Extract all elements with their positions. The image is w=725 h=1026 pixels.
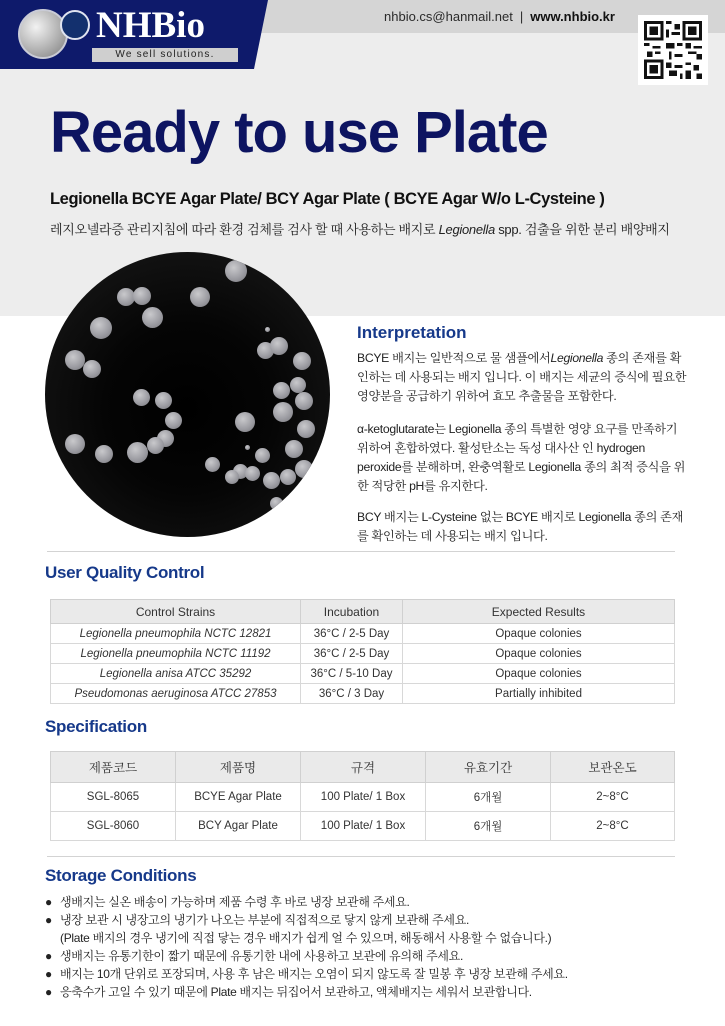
storage-temp-cell: 2~8°C [551, 812, 675, 841]
list-item: ● 응축수가 고일 수 있기 때문에 Plate 배지는 뒤집어서 보관하고, 액체배지는 세워서 보관합니다. [45, 985, 532, 999]
interpretation-heading: Interpretation [357, 323, 467, 342]
interpretation-paragraph-3: BCY 배지는 L-Cysteine 없는 BCYE 배지로 Legionella 종의 존재를 확인하는 데 사용되는 배지 입니다. [357, 510, 684, 543]
product-subtitle: Legionella BCYE Agar Plate/ BCY Agar Plate ( BCYE Agar W/o L-Cysteine ) [50, 190, 605, 208]
email-link[interactable]: nhbio.cs@hanmail.net [384, 9, 513, 24]
storage-list [45, 893, 568, 1001]
product-name-cell: BCYE Agar Plate [176, 783, 301, 812]
size-cell: 100 Plate/ 1 Box [301, 783, 426, 812]
column-header: Expected Results [403, 600, 675, 624]
table-row [51, 684, 675, 704]
divider [47, 551, 675, 552]
page-title: Ready to use Plate [50, 100, 548, 165]
list-item: ● 냉장 보관 시 냉장고의 냉기가 나오는 부분에 직접적으로 닿지 않게 보관해 주세요. [45, 913, 470, 927]
bullet-icon: ● [45, 895, 52, 909]
logo-sphere-icon [18, 9, 68, 59]
product-name-cell: BCY Agar Plate [176, 812, 301, 841]
specification-heading: Specification [45, 717, 147, 736]
specification-table [50, 751, 675, 841]
quality-control-heading: User Quality Control [45, 563, 205, 582]
list-item-continuation: (Plate 배지의 경우 냉기에 직접 닿는 경우 배지가 쉽게 얼 수 있으며, 해동해서 사용할 수 없습니다.) [60, 931, 552, 945]
bullet-icon: ● [45, 913, 52, 927]
logo-text: NHBio [96, 5, 205, 46]
incubation-cell: 36°C / 2-5 Day [301, 644, 403, 664]
table-row [51, 624, 675, 644]
list-item: ● 배지는 10개 단위로 포장되며, 사용 후 남은 배지는 오염이 되지 않도록 잘 밀봉 후 냉장 보관해 주세요. [45, 967, 568, 981]
result-cell: Opaque colonies [403, 664, 675, 684]
result-cell: Opaque colonies [403, 644, 675, 664]
table-row [51, 783, 675, 812]
list-item: ● 생배지는 유통기한이 짧기 때문에 유통기한 내에 사용하고 보관에 유의해 주세요. [45, 949, 463, 963]
storage-heading: Storage Conditions [45, 866, 197, 885]
interpretation-paragraph-1: BCYE 배지는 일반적으로 물 샘플에서Legionella 종의 존재를 확인하는 데 사용되는 배지 입니다. 이 배지는 세균의 증식에 필요한 영양분을 공급하기 위하여 효모 추출물을 포함한다. [357, 351, 687, 403]
agar-plate-image [45, 252, 330, 537]
column-header: 제품명 [176, 752, 301, 783]
table-header-row [51, 752, 675, 783]
qr-code-icon [638, 15, 708, 85]
incubation-cell: 36°C / 5-10 Day [301, 664, 403, 684]
column-header: Control Strains [51, 600, 301, 624]
column-header: 유효기간 [426, 752, 551, 783]
expiry-cell: 6개월 [426, 812, 551, 841]
bullet-icon: ● [45, 985, 52, 999]
quality-control-table [50, 599, 675, 704]
product-code-cell: SGL-8065 [51, 783, 176, 812]
interpretation-paragraph-2: α-ketoglutarate는 Legionella 종의 특별한 영양 요구를 만족하기 위하여 혼합하였다. 활성탄소는 독성 대사산 인 hydrogen peroxide를 분해하며, 완충역활로 Legionella 종의 최적 증식을 위한 적당한 pH를 유지한다. [357, 422, 686, 493]
divider [47, 856, 675, 857]
result-cell: Opaque colonies [403, 624, 675, 644]
logo-tagline: We sell solutions. [92, 48, 238, 62]
bullet-icon: ● [45, 967, 52, 981]
table-row [51, 812, 675, 841]
description-text-end: spp. 검출을 위한 분리 배양배지 [494, 222, 670, 237]
description-text: 레지오넬라증 관리지침에 따라 환경 검체를 검사 할 때 사용하는 배지로 [50, 222, 439, 237]
description-italic: Legionella [438, 222, 495, 237]
strain-cell: Pseudomonas aeruginosa ATCC 27853 [51, 684, 301, 704]
strain-cell: Legionella pneumophila NCTC 12821 [51, 624, 301, 644]
table-header-row [51, 600, 675, 624]
size-cell: 100 Plate/ 1 Box [301, 812, 426, 841]
product-description [50, 219, 670, 238]
list-item: ● 생배지는 실온 배송이 가능하며 제품 수령 후 바로 냉장 보관해 주세요. [45, 895, 410, 909]
result-cell: Partially inhibited [403, 684, 675, 704]
column-header: 제품코드 [51, 752, 176, 783]
website-link[interactable]: www.nhbio.kr [530, 9, 615, 24]
strain-cell: Legionella anisa ATCC 35292 [51, 664, 301, 684]
storage-temp-cell: 2~8°C [551, 783, 675, 812]
bullet-icon: ● [45, 949, 52, 963]
expiry-cell: 6개월 [426, 783, 551, 812]
table-row [51, 644, 675, 664]
column-header: 보관온도 [551, 752, 675, 783]
table-row [51, 664, 675, 684]
incubation-cell: 36°C / 3 Day [301, 684, 403, 704]
column-header: 규격 [301, 752, 426, 783]
product-code-cell: SGL-8060 [51, 812, 176, 841]
logo-ring-icon [60, 10, 90, 40]
contact-info [384, 9, 615, 24]
strain-cell: Legionella pneumophila NCTC 11192 [51, 644, 301, 664]
incubation-cell: 36°C / 2-5 Day [301, 624, 403, 644]
separator: | [519, 9, 524, 24]
column-header: Incubation [301, 600, 403, 624]
